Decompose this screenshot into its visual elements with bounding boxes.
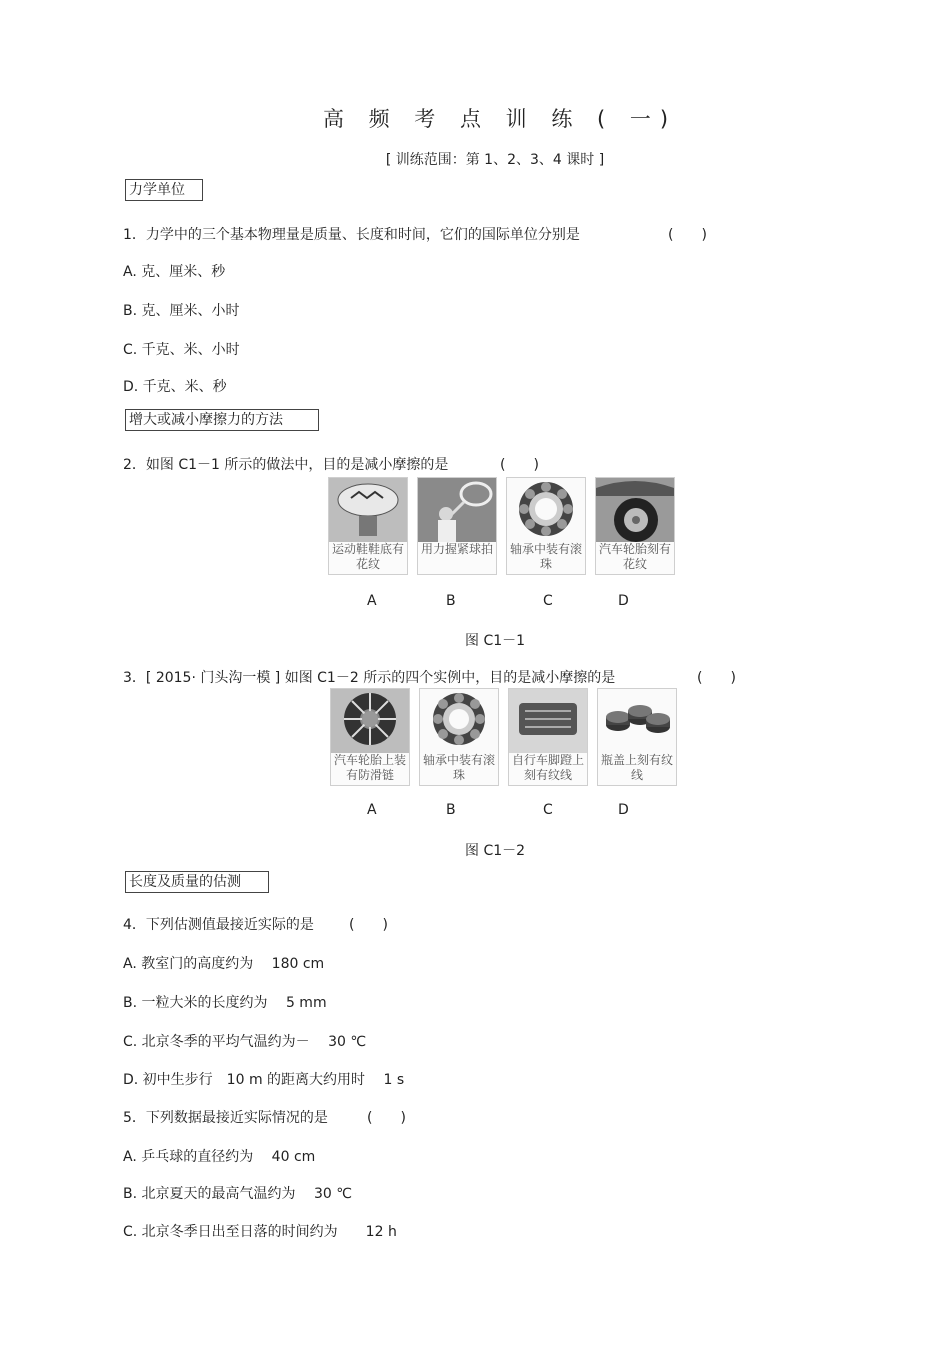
question-1-stem: 1．力学中的三个基本物理量是质量、长度和时间，它们的国际单位分别是 xyxy=(123,227,580,243)
caption-c: 自行车脚蹬上刻有纹线 xyxy=(511,753,584,782)
tennis-player-icon xyxy=(418,478,496,542)
ball-bearing-icon xyxy=(420,689,498,753)
figure-c1-2-item-a xyxy=(330,688,410,786)
figure-c1-1-item-b xyxy=(417,477,497,575)
question-4-option-c: C. 北京冬季的平均气温约为－ 30 ℃ xyxy=(123,1034,367,1050)
question-2-stem: 2．如图 C1－1 所示的做法中，目的是减小摩擦的是 xyxy=(123,457,449,473)
figure-c1-2-letter-c: C xyxy=(543,802,553,818)
caption-a: 汽车轮胎上装有防滑链 xyxy=(333,753,406,782)
car-tire-icon xyxy=(596,478,674,542)
section-heading-estimation: 长度及质量的估测 xyxy=(125,871,269,893)
figure-c1-1-letter-b: B xyxy=(446,593,456,609)
shoe-sole-icon xyxy=(329,478,407,542)
figure-c1-2-label: 图 C1－2 xyxy=(465,843,526,859)
caption-c: 轴承中装有滚珠 xyxy=(509,542,582,571)
question-5-stem: 5．下列数据最接近实际情况的是 xyxy=(123,1110,328,1126)
question-3-answer-blank: ( ) xyxy=(697,670,736,686)
question-4-option-b: B. 一粒大米的长度约为 5 mm xyxy=(123,995,327,1011)
question-1-option-a: A. 克、厘米、秒 xyxy=(123,264,226,280)
question-4-option-d: D. 初中生步行 10 m 的距离大约用时 1 s xyxy=(123,1072,405,1088)
question-1-answer-blank: ( ) xyxy=(668,227,707,243)
caption-d: 汽车轮胎刻有花纹 xyxy=(598,542,671,571)
caption-b: 轴承中装有滚珠 xyxy=(422,753,495,782)
page-title: 高 频 考 点 训 练 ( 一) xyxy=(322,107,678,131)
figure-c1-1-item-c xyxy=(506,477,586,575)
question-1-option-c: C. 千克、米、小时 xyxy=(123,342,240,358)
figure-c1-2-item-c xyxy=(508,688,588,786)
question-1-option-d: D. 千克、米、秒 xyxy=(123,379,227,395)
question-5-option-b: B. 北京夏天的最高气温约为 30 ℃ xyxy=(123,1186,352,1202)
figure-c1-2-letter-b: B xyxy=(446,802,456,818)
question-4-stem: 4．下列估测值最接近实际的是 xyxy=(123,917,314,933)
bicycle-pedal-icon xyxy=(509,689,587,753)
figure-c1-1-item-a xyxy=(328,477,408,575)
section-heading-friction: 增大或减小摩擦力的方法 xyxy=(125,409,319,431)
question-4-option-a: A. 教室门的高度约为 180 cm xyxy=(123,956,325,972)
training-range: [ 训练范围：第 1、2、3、4 课时 ] xyxy=(385,152,605,168)
caption-b: 用力握紧球拍 xyxy=(420,542,493,556)
figure-c1-2 xyxy=(330,688,677,786)
ball-bearing-icon xyxy=(507,478,585,542)
figure-c1-2-item-d xyxy=(597,688,677,786)
figure-c1-2-letter-d: D xyxy=(618,802,629,818)
figure-c1-1-letter-d: D xyxy=(618,593,629,609)
figure-c1-2-item-b xyxy=(419,688,499,786)
question-3-stem: 3．[ 2015· 门头沟一模 ] 如图 C1－2 所示的四个实例中，目的是减小摩擦的是 xyxy=(123,670,616,686)
question-5-option-c: C. 北京冬季日出至日落的时间约为 12 h xyxy=(123,1224,397,1240)
question-5-answer-blank: ( ) xyxy=(367,1110,406,1126)
caption-a: 运动鞋鞋底有花纹 xyxy=(331,542,404,571)
question-5-option-a: A. 乒乓球的直径约为 40 cm xyxy=(123,1149,316,1165)
figure-c1-1 xyxy=(328,477,675,575)
figure-c1-1-item-d xyxy=(595,477,675,575)
bottle-caps-icon xyxy=(598,689,676,753)
question-1-option-b: B. 克、厘米、小时 xyxy=(123,303,240,319)
question-4-answer-blank: ( ) xyxy=(349,917,388,933)
figure-c1-2-letter-a: A xyxy=(367,802,377,818)
figure-c1-1-label: 图 C1－1 xyxy=(465,633,526,649)
section-heading-units: 力学单位 xyxy=(125,179,203,201)
figure-c1-1-letter-a: A xyxy=(367,593,377,609)
snow-chain-tire-icon xyxy=(331,689,409,753)
caption-d: 瓶盖上刻有纹线 xyxy=(600,753,673,782)
question-2-answer-blank: ( ) xyxy=(500,457,539,473)
figure-c1-1-letter-c: C xyxy=(543,593,553,609)
